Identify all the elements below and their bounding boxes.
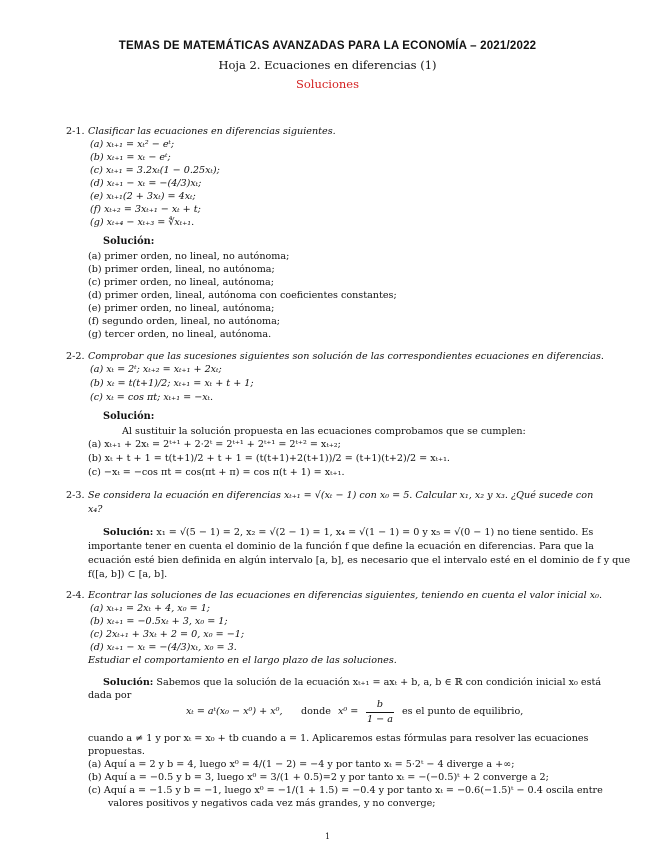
problem-2-1-sol-f: (f) segundo orden, lineal, no autónoma; <box>88 316 281 327</box>
solution-text: Sabemos que la solución de la ecuación xₜ₊₁ = axₜ + b, a, b ∈ ℝ con condición inicial x₀ está <box>156 677 602 688</box>
solution-label: Solución: <box>103 527 154 538</box>
course-title: TEMAS DE MATEMÁTICAS AVANZADAS PARA LA ECONOMÍA – 2021/2022 <box>118 40 537 52</box>
formula-general-solution: xₜ = aᵗ(x₀ − x⁰) + x⁰, <box>186 706 283 717</box>
solution-label: Solución: <box>103 677 154 688</box>
problem-2-4-sol-a: (a) Aquí a = 2 y b = 4, luego x⁰ = 4/(1 − 2) = −4 y por tanto xₜ = 5·2ᵗ − 4 diverge a +∞; <box>88 759 515 770</box>
problem-2-2-sol-intro: Al sustituir la solución propuesta en las ecuaciones comprobamos que se cumplen: <box>122 426 526 437</box>
problem-2-2-sol-b: (b) xₜ + t + 1 = t(t+1)/2 + t + 1 = (t(t+1)+2(t+1))/2 = (t+1)(t+2)/2 = xₜ₊₁. <box>88 453 450 464</box>
problem-2-1-sol-e: (e) primer orden, no lineal, autónoma; <box>88 303 275 314</box>
problem-2-4-solution-line-1 <box>103 676 601 689</box>
problem-2-4-sol-c: (c) Aquí a = −1.5 y b = −1, luego x⁰ = −1/(1 + 1.5) = −0.4 y por tanto xₜ = −0.6(−1.5)ᵗ − 0.4 oscila entre <box>88 785 603 796</box>
problem-2-1-solution-label: Solución: <box>103 236 155 247</box>
problem-2-3-solution-line-3: ecuación esté bien definida en algún intervalo [a, b], es necesario que el intervalo esté en el dominio de f y que <box>88 555 631 566</box>
formula-numerator: b <box>376 699 384 710</box>
problem-2-4-solution-line-4: propuestas. <box>88 746 145 757</box>
problem-text-line-1: Se considera la ecuación en diferencias xₜ₊₁ = √(xₜ − 1) con x₀ = 5. Calcular x₁, x₂ y x₃. ¿Qué sucede con <box>88 490 594 501</box>
problem-2-4-sol-b: (b) Aquí a = −0.5 y b = 3, luego x⁰ = 3/(1 + 0.5)=2 y por tanto xₜ = −(−0.5)ᵗ + 2 converge a 2; <box>88 772 549 783</box>
page-number: 1 <box>324 832 331 841</box>
problem-2-4-item-c: (c) 2xₜ₊₁ + 3xₜ + 2 = 0, x₀ = −1; <box>90 629 245 640</box>
formula-equilibrium-text: es el punto de equilibrio, <box>402 706 524 717</box>
problem-2-1-sol-b: (b) primer orden, lineal, no autónoma; <box>88 264 275 275</box>
problem-2-4-sol-c-continued: valores positivos y negativos cada vez más grandes, y no converge; <box>108 798 436 809</box>
problem-2-3-statement-line-2: x₄? <box>88 504 103 515</box>
problem-2-4-item-b: (b) xₜ₊₁ = −0.5xₜ + 3, x₀ = 1; <box>90 616 228 627</box>
problem-number: 2-1. <box>66 126 85 137</box>
problem-2-1-sol-a: (a) primer orden, no lineal, no autónoma; <box>88 251 290 262</box>
problem-2-2-statement <box>66 350 604 363</box>
problem-2-3-solution-line-2: importante tener en cuenta el dominio de la función f que define la ecuación en diferencias. Para que la <box>88 541 594 552</box>
formula-where: donde <box>301 706 331 717</box>
problem-2-1-item-e: (e) xₜ₊₁(2 + 3xₜ) = 4xₜ; <box>90 191 196 202</box>
problem-2-4-item-a: (a) xₜ₊₁ = 2xₜ + 4, x₀ = 1; <box>90 603 211 614</box>
problem-2-1-item-f: (f) xₜ₊₂ = 3xₜ₊₁ − xₜ + t; <box>90 204 201 215</box>
formula-denominator: 1 − a <box>367 714 393 725</box>
problem-2-4-statement <box>66 589 602 602</box>
problem-2-1-item-g: (g) xₜ₊₄ − xₜ₊₃ = ∜xₜ₊₁. <box>90 217 195 228</box>
problem-2-3-solution-line-1 <box>103 526 593 539</box>
problem-2-1-sol-d: (d) primer orden, lineal, autónoma con coeficientes constantes; <box>88 290 397 301</box>
problem-text: Comprobar que las sucesiones siguientes son solución de las correspondientes ecuaciones en diferencias. <box>88 351 604 362</box>
problem-2-2-item-b: (b) xₜ = t(t+1)/2; xₜ₊₁ = xₜ + t + 1; <box>90 378 254 389</box>
problem-number: 2-3. <box>66 490 85 501</box>
problem-text: Econtrar las soluciones de las ecuaciones en diferencias siguientes, teniendo en cuenta el valor inicial x₀. <box>88 590 603 601</box>
problem-2-1-item-b: (b) xₜ₊₁ = xₜ − eᵗ; <box>90 152 171 163</box>
problem-2-4-item-d: (d) xₜ₊₁ − xₜ = −(4/3)xₜ, x₀ = 3. <box>90 642 237 653</box>
problem-2-2-item-a: (a) xₜ = 2ᵗ; xₜ₊₂ = xₜ₊₁ + 2xₜ; <box>90 364 222 375</box>
problem-2-4-solution-line-3: cuando a ≠ 1 y por xₜ = x₀ + tb cuando a = 1. Aplicaremos estas fórmulas para resolver las ecuaciones <box>88 733 589 744</box>
problem-2-1-item-d: (d) xₜ₊₁ − xₜ = −(4/3)xₜ; <box>90 178 202 189</box>
problem-2-2-sol-a: (a) xₜ₊₁ + 2xₜ = 2ᵗ⁺¹ + 2·2ᵗ = 2ᵗ⁺¹ + 2ᵗ⁺¹ = 2ᵗ⁺² = xₜ₊₂; <box>88 439 341 450</box>
problem-2-3-solution-line-4: f([a, b]) ⊂ [a, b]. <box>88 569 168 580</box>
problem-2-1-sol-g: (g) tercer orden, no lineal, autónoma. <box>88 329 272 340</box>
problem-text: Clasificar las ecuaciones en diferencias siguientes. <box>88 126 336 137</box>
problem-2-2-item-c: (c) xₜ = cos πt; xₜ₊₁ = −xₜ. <box>90 392 214 403</box>
problem-2-1-item-a: (a) xₜ₊₁ = xₜ² − eᵗ; <box>90 139 175 150</box>
problem-2-2-solution-label: Solución: <box>103 411 155 422</box>
problem-2-1-item-c: (c) xₜ₊₁ = 3.2xₜ(1 − 0.25xₜ); <box>90 165 220 176</box>
solution-text: x₁ = √(5 − 1) = 2, x₂ = √(2 − 1) = 1, x₄ = √(1 − 1) = 0 y x₅ = √(0 − 1) no tiene sentido. Es <box>156 527 594 538</box>
problem-2-4-study: Estudiar el comportamiento en el largo plazo de las soluciones. <box>88 655 397 666</box>
problem-2-1-sol-c: (c) primer orden, no lineal, autónoma; <box>88 277 274 288</box>
problem-2-1-statement <box>66 125 336 138</box>
problem-2-3-statement <box>66 489 593 502</box>
solutions-label: Soluciones <box>295 77 360 91</box>
problem-number: 2-2. <box>66 351 85 362</box>
formula-equilibrium-label: x⁰ = <box>338 706 359 717</box>
sheet-subtitle: Hoja 2. Ecuaciones en diferencias (1) <box>218 58 437 72</box>
problem-2-4-solution-line-2: dada por <box>88 690 132 701</box>
problem-number: 2-4. <box>66 590 85 601</box>
problem-2-2-sol-c: (c) −xₜ = −cos πt = cos(πt + π) = cos π(t + 1) = xₜ₊₁. <box>88 467 345 478</box>
